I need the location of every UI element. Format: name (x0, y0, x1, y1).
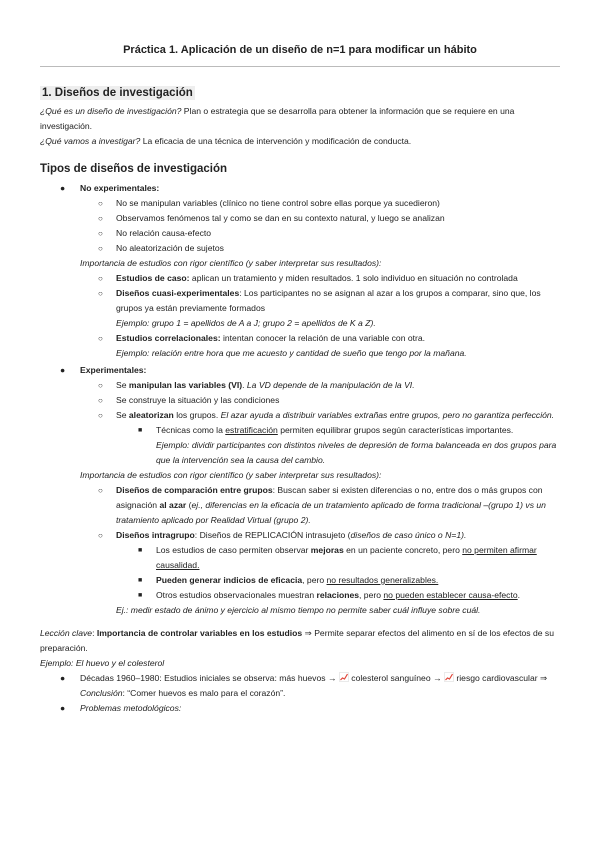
circle-bullet-icon: ○ (98, 274, 103, 283)
list-item-problemas: ● Problemas metodológicos: (40, 701, 560, 716)
list-item: ■ Pueden generar indicios de eficacia, pero no resultados generalizables. (40, 573, 560, 588)
circle-bullet-icon: ○ (98, 214, 103, 223)
circle-bullet-icon: ○ (98, 381, 103, 390)
bullet-icon: ● (60, 673, 66, 683)
title-divider (40, 66, 560, 67)
list-item: ○ Se construye la situación y las condiciones (40, 393, 560, 408)
list-item: ■ Otros estudios observacionales muestran relaciones, pero no pueden establecer causa-efecto. (40, 588, 560, 603)
section-heading-1: 1. Diseños de investigación (42, 87, 193, 99)
list-item-experimentales: ● Experimentales: (40, 363, 560, 378)
design-types-list (40, 181, 560, 256)
circle-bullet-icon: ○ (98, 396, 103, 405)
square-bullet-icon: ■ (138, 427, 143, 434)
importance-note: Importancia de estudios con rigor científico (y saber interpretar sus resultados): (80, 470, 382, 480)
chart-increasing-icon (444, 672, 454, 682)
list-item: ■ Los estudios de caso permiten observar mejoras en un paciente concreto, pero no permiten afirmar causalidad. (138, 545, 537, 570)
circle-bullet-icon: ○ (98, 531, 103, 540)
list-item: ○ Observamos fenómenos tal y como se dan en su contexto natural, y luego se analizan (40, 211, 560, 226)
example-text: Ejemplo: relación entre hora que me acuesto y cantidad de sueño que tengo por la mañana. (116, 348, 467, 358)
circle-bullet-icon: ○ (98, 229, 103, 238)
lesson-example: Ejemplo: El huevo y el colesterol (40, 658, 165, 668)
example-text: Ejemplo: dividir participantes con distintos niveles de depresión de forma balanceada en dos grupos para que la intervención sea la causa del cambio. (156, 440, 557, 465)
lesson-paragraph: Lección clave: Importancia de controlar variables en los estudios ⇒ Permite separar efectos del alimento en sí de los efectos de su preparación. (40, 628, 555, 653)
circle-bullet-icon: ○ (98, 411, 103, 420)
circle-bullet-icon: ○ (98, 244, 103, 253)
list-item: ○ No aleatorización de sujetos (40, 241, 560, 256)
circle-bullet-icon: ○ (98, 289, 103, 298)
example-text: Ejemplo: grupo 1 = apellidos de A a J; grupo 2 = apellidos de K a Z). (116, 318, 376, 328)
list-item-correlacionales: ○ Estudios correlacionales: intentan conocer la relación de una variable con otra. (40, 331, 560, 346)
square-bullet-icon: ■ (138, 577, 143, 584)
list-item-intragrupo: ○ Diseños intragrupo: Diseños de REPLICACIÓN intrasujeto (diseños de caso único o N=1). (40, 528, 560, 543)
paragraph-q2: ¿Qué vamos a investigar? La eficacia de una técnica de intervención y modificación de conducta. (40, 136, 412, 146)
list-item-estudios-caso: ○ Estudios de caso: aplican un tratamiento y miden resultados. 1 solo individuo en situación no controlada (40, 271, 560, 286)
paragraph-q1: ¿Qué es un diseño de investigación? Plan o estrategia que se desarrolla para obtener la información que se requiere en una investigación. (40, 106, 515, 131)
page-title: Práctica 1. Aplicación de un diseño de n=1 para modificar un hábito (123, 44, 477, 56)
circle-bullet-icon: ○ (98, 199, 103, 208)
list-item: ○ No se manipulan variables (clínico no tiene control sobre ellas porque ya sucedieron) (40, 196, 560, 211)
list-item: ○ No relación causa-efecto (40, 226, 560, 241)
bullet-icon: ● (60, 703, 66, 713)
bullet-icon: ● (60, 365, 66, 375)
circle-bullet-icon: ○ (98, 334, 103, 343)
chart-increasing-icon (339, 672, 349, 682)
list-item-no-experimentales: ● No experimentales: (40, 181, 560, 196)
list-item: ○ Se manipulan las variables (VI). La VD depende de la manipulación de la VI. (40, 378, 560, 393)
square-bullet-icon: ■ (138, 547, 143, 554)
square-bullet-icon: ■ (138, 592, 143, 599)
example-text: Ej.: medir estado de ánimo y ejercicio al mismo tiempo no permite saber cuál influye sobre cuál. (116, 605, 481, 615)
bullet-icon: ● (60, 183, 66, 193)
list-item-comparacion: ○ Diseños de comparación entre grupos: Buscan saber si existen diferencias o no, entre dos o más grupos con asignación al azar (ej., diferencias en la eficacia de un tratamiento aplicado de forma tradicional –(grupo 1) vs un tratamiento aplicado por Realidad Virtual (grupo 2). (98, 485, 546, 525)
circle-bullet-icon: ○ (98, 486, 103, 495)
section-heading-2: Tipos de diseños de investigación (40, 163, 228, 175)
list-item: ■ Técnicas como la estratificación permiten equilibrar grupos según características importantes. (40, 423, 560, 438)
list-item-decadas: ● Décadas 1960–1980: Estudios iniciales se observa: más huevos → colesterol sanguíneo → riesgo cardiovascular ⇒ Conclusión: “Comer huevos es malo para el corazón”. (60, 673, 548, 698)
list-item: ○ Se aleatorizan los grupos. El azar ayuda a distribuir variables extrañas entre grupos, pero no garantiza perfección. (40, 408, 560, 423)
list-item-cuasi: ○ Diseños cuasi-experimentales: Los participantes no se asignan al azar a los grupos a comparar, sino que, los grupos ya están previamente formados (98, 288, 541, 313)
importance-note: Importancia de estudios con rigor científico (y saber interpretar sus resultados): (80, 258, 382, 268)
